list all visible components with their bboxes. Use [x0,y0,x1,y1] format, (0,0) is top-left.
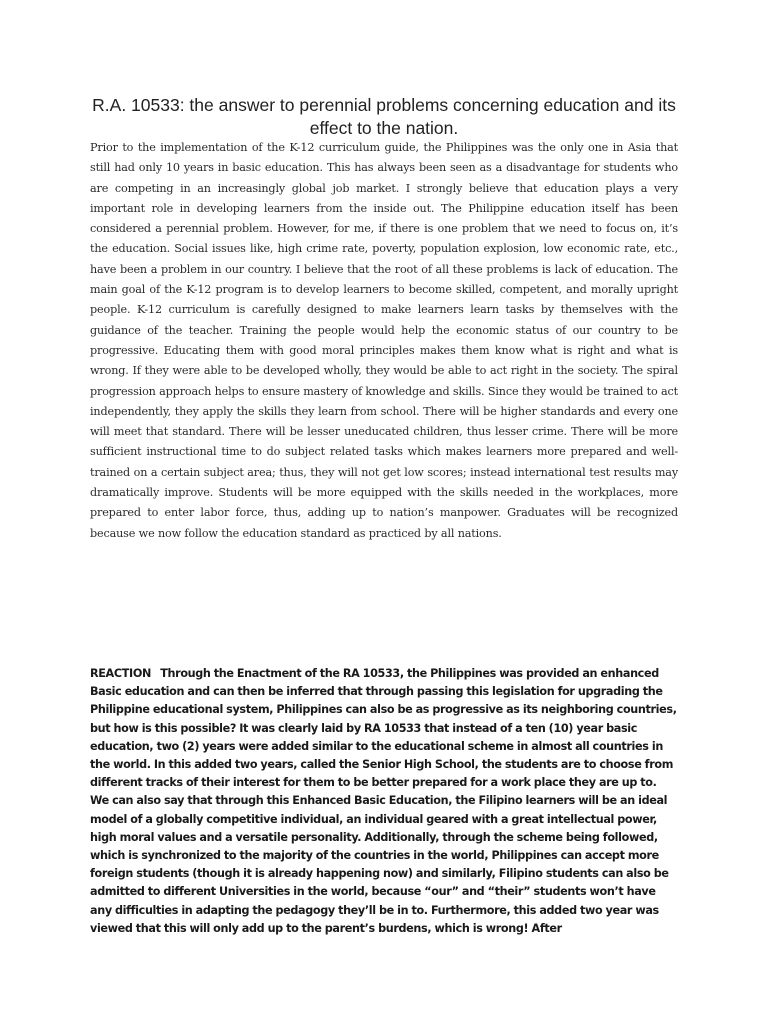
document-title: R.A. 10533: the answer to perennial problems concerning education and its effect to the nation. [92,95,676,138]
essay-paragraph: Prior to the implementation of the K-12 curriculum guide, the Philippines was the only one in Asia that still had only 10 years in basic education. This has always been seen as a disadvantage for students who are competing in an increasingly global job market. I strongly believe that education plays a very important role in developing learners from the inside out. The Philippine education itself has been considered a perennial problem. However, for me, if there is one problem that we need to focus on, it’s the education. Social issues like, high crime rate, poverty, population explosion, low economic rate, etc., have been a problem in our country. I believe that the root of all these problems is lack of education. The main goal of the K-12 program is to develop learners to become skilled, competent, and morally upright people. K-12 curriculum is carefully designed to make learners learn tasks by themselves with the guidance of the teacher. Training the people would help the economic status of our country to be progressive. Educating them with good moral principles makes them know what is right and what is wrong. If they were able to be developed wholly, they would be able to act right in the society. The spiral progression approach helps to ensure mastery of knowledge and skills. Since they would be trained to act independently, they apply the skills they learn from school. There will be higher standards and every one will meet that standard. There will be lesser uneducated children, thus lesser crime. There will be more sufficient instructional time to do subject related tasks which makes learners more prepared and well-trained on a certain subject area; thus, they will not get low scores; instead international test results may dramatically improve. Students will be more equipped with the skills needed in the workplaces, more prepared to enter labor force, thus, adding up to nation’s manpower. Graduates will be recognized because we now follow the education standard as practiced by all nations. [90,141,678,540]
reaction-label: REACTION [90,667,151,680]
reaction-paragraph [90,665,678,938]
reaction-text: Through the Enactment of the RA 10533, the Philippines was provided an enhanced Basic education and can then be inferred that through passing this legislation for upgrading the Philippine educational system, Philippines can also be as progressive as its neighboring countries, but how is this possible? It was clearly laid by RA 10533 that instead of a ten (10) year basic education, two (2) years were added similar to the educational scheme in almost all countries in the world. In this added two years, called the Senior High School, the students are to choose from different tracks of their interest for them to be better prepared for a work place they are up to. We can also say that through this Enhanced Basic Education, the Filipino learners will be an ideal model of a globally competitive individual, an individual geared with a great intellectual power, high moral values and a versatile personality. Additionally, through the scheme being followed, which is synchronized to the majority of the countries in the world, Philippines can accept more foreign students (though it is already happening now) and similarly, Filipino students can also be admitted to different Universities in the world, because “our” and “their” students won’t have any difficulties in adapting the pedagogy they’ll be in to. Furthermore, this added two year was viewed that this will only add up to the parent’s burdens, which is wrong! After [90,667,677,935]
